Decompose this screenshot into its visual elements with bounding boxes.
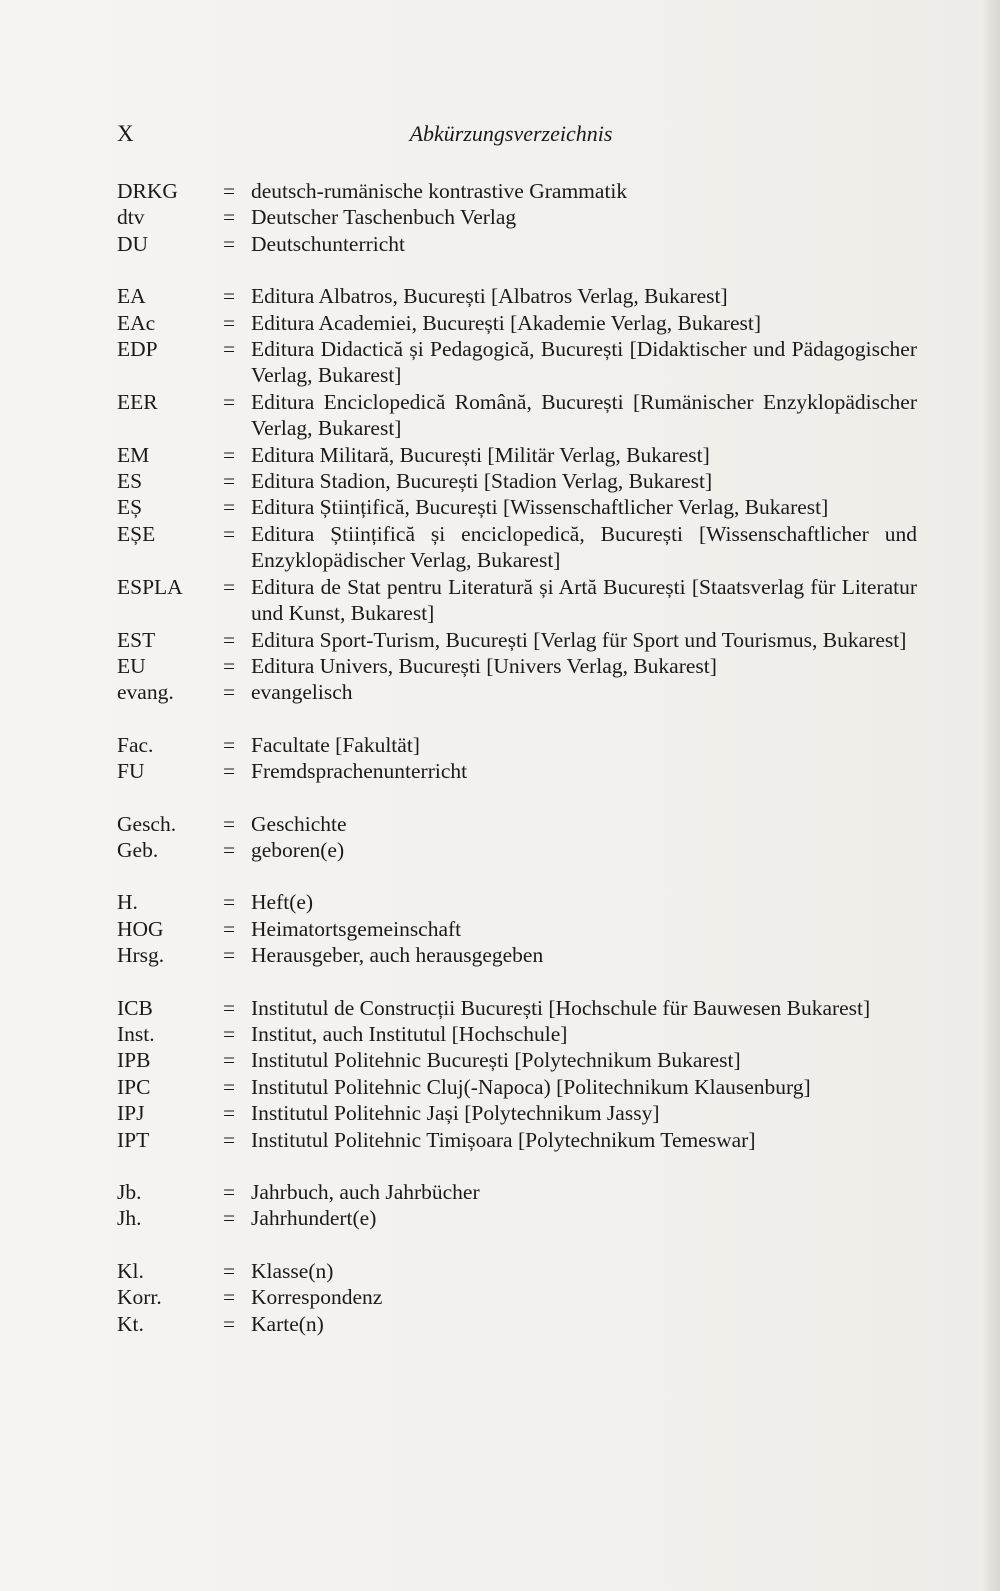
abbreviation-entry xyxy=(117,231,917,257)
abbreviation-entry xyxy=(117,1284,917,1310)
abbreviation-definition: Klasse(n) xyxy=(251,1258,334,1283)
abbreviation-term: ES xyxy=(117,469,143,494)
equals-sign: = xyxy=(223,179,236,203)
abbreviation-definition: Editura Academiei, București [Akademie Verlag, Bukarest] xyxy=(251,310,762,335)
abbreviation-entry xyxy=(117,732,917,758)
abbreviation-term: Hrsg. xyxy=(117,943,165,968)
abbreviation-term: Kt. xyxy=(117,1311,144,1336)
abbreviation-definition: Editura Albatros, București [Albatros Verlag, Bukarest] xyxy=(251,284,728,309)
abbreviation-definition: Institutul Politehnic Jași [Polytechnikum Jassy] xyxy=(251,1101,660,1126)
equals-sign: = xyxy=(223,995,236,1020)
abbreviation-term: evang. xyxy=(117,680,174,705)
abbreviation-definition: evangelisch xyxy=(251,680,353,705)
equals-sign: = xyxy=(223,389,236,414)
abbreviation-entry xyxy=(117,310,917,336)
abbreviation-entry xyxy=(117,178,917,204)
abbreviation-term: dtv xyxy=(117,205,145,230)
abbreviation-entry xyxy=(117,679,917,705)
abbreviation-definition: Institutul de Construcții București [Hochschule für Bauwesen Bukarest] xyxy=(251,995,871,1020)
abbreviation-definition: Editura Militară, București [Militär Verlag, Bukarest] xyxy=(251,442,710,467)
equals-sign: = xyxy=(223,837,236,862)
page-number: X xyxy=(117,121,135,146)
abbreviation-entry xyxy=(117,942,917,968)
abbreviation-definition: Deutschunterricht xyxy=(251,231,406,256)
abbreviation-term: DU xyxy=(117,231,149,256)
abbreviation-term: EST xyxy=(117,627,156,652)
equals-sign: = xyxy=(223,205,236,230)
abbreviation-definition: Heimatortsgemeinschaft xyxy=(251,916,462,941)
abbreviation-definition: Editura Științifică, București [Wissenschaftlicher Verlag, Bukarest] xyxy=(251,495,829,520)
abbreviation-entry xyxy=(117,468,917,494)
abbreviation-entry xyxy=(117,1021,917,1047)
abbreviation-entry xyxy=(117,574,917,627)
abbreviation-entry xyxy=(117,1258,917,1284)
abbreviation-entry xyxy=(117,1127,917,1153)
abbreviation-definition: Editura Univers, București [Univers Verlag, Bukarest] xyxy=(251,653,717,678)
equals-sign: = xyxy=(223,1101,236,1126)
abbreviation-term: EȘE xyxy=(117,521,156,546)
equals-sign: = xyxy=(223,1074,236,1099)
abbreviation-definition: Jahrbuch, auch Jahrbücher xyxy=(251,1180,480,1204)
abbreviation-term: Korr. xyxy=(117,1285,162,1310)
abbreviation-definition: Editura Didactică și Pedagogică, București [Didaktischer und Pädagogischer Verlag, Bukarest] xyxy=(251,337,917,388)
abbreviation-definition: Korrespondenz xyxy=(251,1285,383,1310)
abbreviation-definition: Fremdsprachenunterricht xyxy=(251,759,468,784)
abbreviation-entry xyxy=(117,627,917,653)
abbreviation-entry xyxy=(117,916,917,942)
abbreviation-definition: Karte(n) xyxy=(251,1311,324,1336)
abbreviation-entry xyxy=(117,1047,917,1073)
abbreviation-term: EȘ xyxy=(117,495,143,520)
equals-sign: = xyxy=(223,284,236,309)
page-edge-shadow xyxy=(982,0,1000,1591)
abbreviation-term: EA xyxy=(117,284,146,309)
equals-sign: = xyxy=(223,653,236,678)
equals-sign: = xyxy=(223,1285,236,1310)
abbreviation-term: Geb. xyxy=(117,837,159,862)
abbreviation-entry xyxy=(117,494,917,520)
abbreviation-entry xyxy=(117,1074,917,1100)
equals-sign: = xyxy=(223,1021,236,1046)
abbreviation-term: EM xyxy=(117,442,150,467)
abbreviation-entry xyxy=(117,837,917,863)
abbreviation-term: EU xyxy=(117,653,146,678)
abbreviation-entry xyxy=(117,204,917,230)
equals-sign: = xyxy=(223,231,236,256)
abbreviation-term: ESPLA xyxy=(117,574,183,599)
equals-sign: = xyxy=(223,890,236,915)
abbreviation-entry xyxy=(117,995,917,1021)
abbreviation-entry xyxy=(117,442,917,468)
equals-sign: = xyxy=(223,916,236,941)
abbreviation-term: EAc xyxy=(117,310,156,335)
abbreviation-definition: Editura Sport-Turism, București [Verlag für Sport und Tourismus, Bukarest] xyxy=(251,627,907,652)
abbreviation-definition: Heft(e) xyxy=(251,890,314,915)
abbreviation-entry xyxy=(117,811,917,837)
abbreviation-definition: Editura Enciclopedică Română, București [Rumänischer Enzyklopädischer Verlag, Bukarest] xyxy=(251,389,917,441)
abbreviation-definition: Herausgeber, auch herausgegeben xyxy=(251,943,544,968)
equals-sign: = xyxy=(223,1048,236,1073)
abbreviation-entry xyxy=(117,1179,917,1205)
abbreviation-term: Fac. xyxy=(117,732,154,757)
abbreviation-term: Inst. xyxy=(117,1021,155,1046)
abbreviation-definition: geboren(e) xyxy=(251,837,345,862)
abbreviation-term: IPJ xyxy=(117,1101,145,1126)
abbreviation-definition: Institutul Politehnic Cluj(-Napoca) [Politechnikum Klausenburg] xyxy=(251,1074,811,1099)
abbreviation-list xyxy=(117,178,917,1337)
abbreviation-term: Kl. xyxy=(117,1258,144,1283)
abbreviation-term: ICB xyxy=(117,995,153,1020)
equals-sign: = xyxy=(223,469,236,494)
abbreviation-definition: Geschichte xyxy=(251,811,347,836)
abbreviation-entry xyxy=(117,653,917,679)
equals-sign: = xyxy=(223,1127,236,1152)
equals-sign: = xyxy=(223,1258,236,1283)
equals-sign: = xyxy=(223,1180,236,1204)
abbreviation-definition: Facultate [Fakultät] xyxy=(251,732,420,757)
abbreviation-entry xyxy=(117,1100,917,1126)
abbreviation-entry xyxy=(117,889,917,915)
equals-sign: = xyxy=(223,1206,236,1231)
equals-sign: = xyxy=(223,337,236,362)
abbreviation-definition: deutsch-rumänische kontrastive Grammatik xyxy=(251,179,628,203)
abbreviation-entry xyxy=(117,1205,917,1231)
abbreviation-term: HOG xyxy=(117,916,164,941)
abbreviation-term: IPB xyxy=(117,1048,151,1073)
abbreviation-term: Jb. xyxy=(117,1180,142,1204)
abbreviation-entry xyxy=(117,283,917,309)
equals-sign: = xyxy=(223,574,236,599)
abbreviation-term: EDP xyxy=(117,337,158,362)
abbreviation-term: H. xyxy=(117,890,138,915)
running-title: Abkürzungsverzeichnis xyxy=(409,121,613,146)
abbreviation-definition: Deutscher Taschenbuch Verlag xyxy=(251,205,517,230)
abbreviation-term: IPC xyxy=(117,1074,151,1099)
abbreviation-definition: Editura Stadion, București [Stadion Verlag, Bukarest] xyxy=(251,469,713,494)
abbreviation-entry xyxy=(117,389,917,442)
abbreviation-definition: Institut, auch Institutul [Hochschule] xyxy=(251,1021,568,1046)
equals-sign: = xyxy=(223,521,236,546)
abbreviation-term: Jh. xyxy=(117,1206,142,1231)
abbreviation-definition: Institutul Politehnic București [Polytechnikum Bukarest] xyxy=(251,1048,741,1073)
equals-sign: = xyxy=(223,732,236,757)
abbreviation-definition: Editura de Stat pentru Literatură și Artă București [Staatsverlag für Literatur und Kunst, Bukarest] xyxy=(251,574,917,626)
equals-sign: = xyxy=(223,759,236,784)
equals-sign: = xyxy=(223,943,236,968)
abbreviation-definition: Institutul Politehnic Timișoara [Polytechnikum Temeswar] xyxy=(251,1127,756,1152)
abbreviation-entry xyxy=(117,521,917,574)
equals-sign: = xyxy=(223,1311,236,1336)
abbreviation-term: DRKG xyxy=(117,179,178,203)
equals-sign: = xyxy=(223,627,236,652)
abbreviation-term: EER xyxy=(117,389,158,414)
equals-sign: = xyxy=(223,310,236,335)
equals-sign: = xyxy=(223,811,236,836)
equals-sign: = xyxy=(223,442,236,467)
abbreviation-definition: Editura Științifică și enciclopedică, București [Wissenschaftlicher und Enzyklopädischer Verlag, Bukarest] xyxy=(251,521,917,573)
abbreviation-term: IPT xyxy=(117,1127,150,1152)
abbreviation-entry xyxy=(117,758,917,784)
abbreviation-entry xyxy=(117,1311,917,1337)
abbreviation-term: FU xyxy=(117,759,145,784)
abbreviation-term: Gesch. xyxy=(117,811,177,836)
abbreviation-entry xyxy=(117,336,917,389)
equals-sign: = xyxy=(223,495,236,520)
equals-sign: = xyxy=(223,680,236,705)
abbreviation-definition: Jahrhundert(e) xyxy=(251,1206,377,1231)
